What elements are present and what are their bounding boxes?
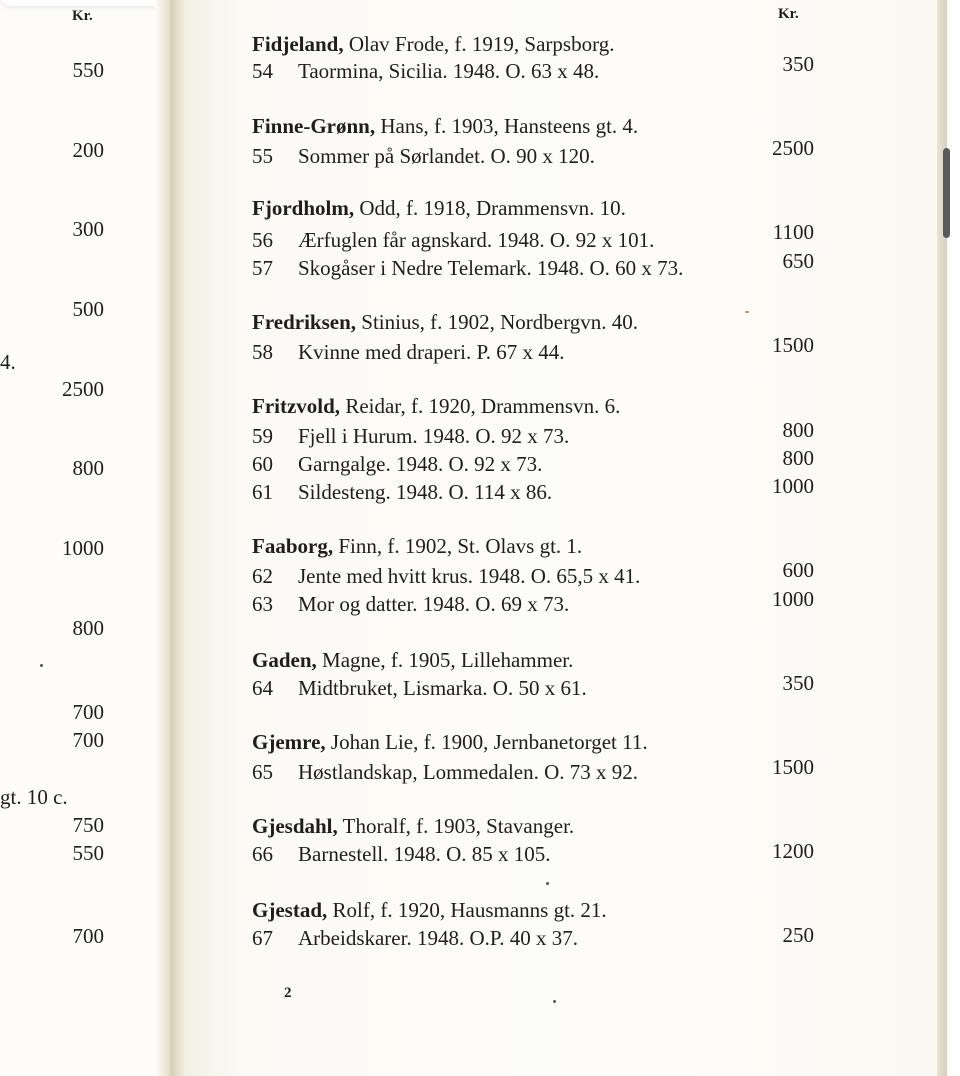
artist-name: Faaborg, (252, 534, 334, 558)
artist-name: Gjesdahl, (252, 814, 338, 838)
artwork-price: 650 (782, 249, 814, 273)
artist-details: Hans, f. 1903, Hansteens gt. 4. (375, 114, 639, 138)
left-price: 500 (72, 297, 104, 321)
artist-heading (252, 814, 574, 838)
artist-details: Finn, f. 1902, St. Olavs gt. 1. (333, 534, 583, 558)
left-fragment: gt. 10 c. (0, 785, 68, 809)
artwork-title: Skogåser i Nedre Telemark. 1948. O. 60 x 73. (298, 256, 684, 280)
catalog-number: 64 (252, 676, 273, 700)
artwork-title: Barnestell. 1948. O. 85 x 105. (298, 842, 551, 866)
artist-details: Thoralf, f. 1903, Stavanger. (337, 814, 575, 838)
artwork-price: 1000 (772, 587, 814, 611)
page-speck (553, 1000, 556, 1003)
artwork-title: Høstlandskap, Lommedalen. O. 73 x 92. (298, 760, 639, 784)
artwork-row (252, 564, 640, 588)
artwork-title: Kvinne med draperi. P. 67 x 44. (298, 340, 565, 364)
artwork-price: 2500 (772, 136, 814, 160)
artist-name: Fritzvold, (252, 394, 341, 418)
artist-name: Fjordholm, (252, 196, 355, 220)
book-gutter (155, 0, 185, 1076)
catalog-number: 55 (252, 144, 273, 168)
catalog-number: 62 (252, 564, 273, 588)
artist-heading (252, 534, 582, 558)
artwork-price: 800 (782, 418, 814, 442)
left-price: 2500 (62, 377, 104, 401)
artist-heading (252, 648, 573, 672)
artwork-title: Jente med hvitt krus. 1948. O. 65,5 x 41. (298, 564, 641, 588)
left-price: 300 (72, 217, 104, 241)
currency-header: Kr. (778, 6, 799, 22)
artwork-row (252, 340, 565, 364)
artwork-price: 1200 (772, 839, 814, 863)
left-price: 700 (72, 728, 104, 752)
artwork-price: 800 (782, 446, 814, 470)
artist-heading (252, 310, 638, 334)
artwork-row (252, 842, 551, 866)
artwork-row (252, 480, 552, 504)
left-price: 200 (72, 138, 104, 162)
artwork-title: Sommer på Sørlandet. O. 90 x 120. (298, 144, 595, 168)
artist-details: Olav Frode, f. 1919, Sarpsborg. (343, 32, 615, 56)
artwork-title: Arbeidskarer. 1948. O.P. 40 x 37. (298, 926, 578, 950)
catalog-number: 58 (252, 340, 273, 364)
page-speck (745, 311, 749, 313)
artwork-row (252, 228, 654, 252)
artist-heading (252, 898, 607, 922)
page-number: 2 (284, 985, 292, 1001)
catalog-number: 60 (252, 452, 273, 476)
artist-heading (252, 394, 620, 418)
page-speck (40, 664, 43, 667)
artwork-price: 350 (782, 671, 814, 695)
artwork-row (252, 760, 638, 784)
catalog-number: 67 (252, 926, 273, 950)
artist-name: Fredriksen, (252, 310, 357, 334)
artwork-row (252, 59, 599, 83)
catalog-number: 65 (252, 760, 273, 784)
artist-details: Stinius, f. 1902, Nordbergvn. 40. (356, 310, 638, 334)
artwork-price: 1500 (772, 333, 814, 357)
catalog-number: 61 (252, 480, 273, 504)
artwork-row (252, 592, 569, 616)
artwork-row (252, 676, 587, 700)
left-price: 800 (72, 616, 104, 640)
artwork-row (252, 452, 542, 476)
artist-details: Magne, f. 1905, Lillehammer. (316, 648, 574, 672)
artwork-row (252, 926, 578, 950)
artist-name: Finne-Grønn, (252, 114, 376, 138)
artist-heading (252, 196, 626, 220)
left-price: 700 (72, 700, 104, 724)
artwork-price: 250 (782, 923, 814, 947)
page-speck (546, 882, 549, 885)
artwork-row (252, 424, 569, 448)
left-price: 750 (72, 813, 104, 837)
left-currency-header: Kr. (72, 8, 93, 24)
artist-heading (252, 114, 638, 138)
artwork-title: Sildesteng. 1948. O. 114 x 86. (298, 480, 553, 504)
catalog-number: 57 (252, 256, 273, 280)
artwork-price: 1100 (772, 220, 814, 244)
artist-details: Johan Lie, f. 1900, Jernbanetorget 11. (325, 730, 648, 754)
catalog-number: 63 (252, 592, 273, 616)
left-price: 550 (72, 841, 104, 865)
artist-name: Gaden, (252, 648, 317, 672)
artwork-title: Midtbruket, Lismarka. O. 50 x 61. (298, 676, 587, 700)
artist-heading (252, 730, 648, 754)
artwork-title: Mor og datter. 1948. O. 69 x 73. (298, 592, 570, 616)
left-price: 1000 (62, 536, 104, 560)
artwork-price: 350 (782, 52, 814, 76)
artwork-title: Ærfuglen får agnskard. 1948. O. 92 x 101. (298, 228, 655, 252)
artwork-price: 1000 (772, 474, 814, 498)
artwork-row (252, 256, 683, 280)
catalog-number: 56 (252, 228, 273, 252)
artwork-title: Garngalge. 1948. O. 92 x 73. (298, 452, 543, 476)
artwork-title: Taormina, Sicilia. 1948. O. 63 x 48. (298, 59, 600, 83)
scrollbar-thumb[interactable] (943, 148, 950, 238)
left-price: 800 (72, 456, 104, 480)
artist-name: Fidjeland, (252, 32, 344, 56)
artist-details: Rolf, f. 1920, Hausmanns gt. 21. (327, 898, 607, 922)
left-price: 700 (72, 924, 104, 948)
artwork-price: 1500 (772, 755, 814, 779)
artist-details: Odd, f. 1918, Drammensvn. 10. (354, 196, 626, 220)
catalog-number: 66 (252, 842, 273, 866)
artist-heading (252, 32, 614, 56)
catalog-number: 59 (252, 424, 273, 448)
artist-name: Gjemre, (252, 730, 326, 754)
left-price: 550 (72, 58, 104, 82)
artwork-row (252, 144, 595, 168)
artist-name: Gjestad, (252, 898, 328, 922)
artwork-title: Fjell i Hurum. 1948. O. 92 x 73. (298, 424, 570, 448)
artwork-price: 600 (782, 558, 814, 582)
left-fragment: 4. (0, 350, 16, 374)
catalog-number: 54 (252, 59, 273, 83)
artist-details: Reidar, f. 1920, Drammensvn. 6. (340, 394, 621, 418)
